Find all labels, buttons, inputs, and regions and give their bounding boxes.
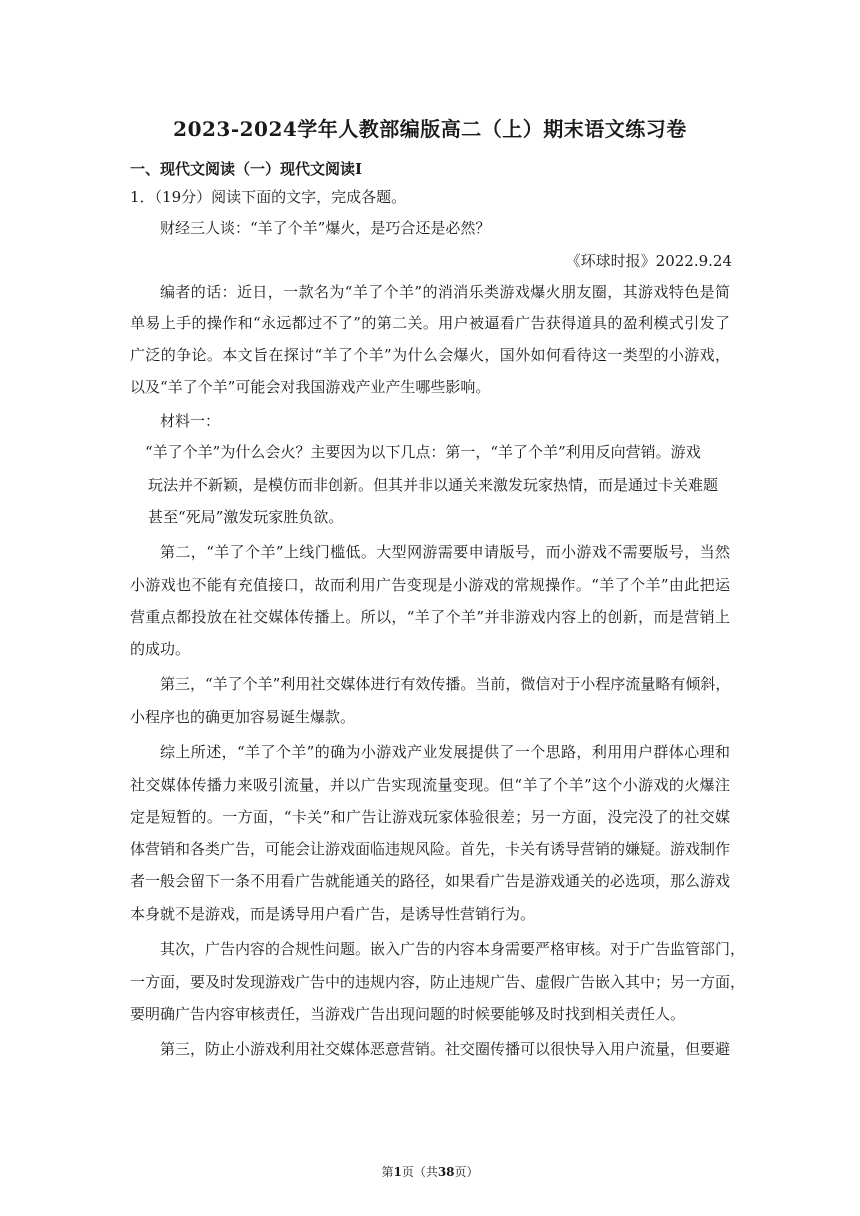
paragraph-line: 要明确广告内容审核责任，当游戏广告出现问题的时候要能够及时找到相关责任人。 xyxy=(130,1005,686,1023)
page-footer xyxy=(0,1163,860,1180)
paragraph-line: 营重点都投放在社交媒体传播上。所以，“羊了个羊”并非游戏内容上的创新，而是营销上 xyxy=(130,608,730,626)
paragraph-line: 其次，广告内容的合规性问题。嵌入广告的内容本身需要严格审核。对于广告监管部门， xyxy=(160,940,746,958)
paragraph-line: 小程序也的确更加容易诞生爆款。 xyxy=(130,708,356,726)
paragraph-line: 综上所述，“羊了个羊”的确为小游戏产业发展提供了一个思路，利用用户群体心理和 xyxy=(160,743,730,761)
editor-note-line: 以及“羊了个羊”可能会对我国游戏产业产生哪些影响。 xyxy=(130,378,491,396)
document-title: 2023-2024学年人教部编版高二（上）期末语文练习卷 xyxy=(173,117,687,141)
paragraph-line: 体营销和各类广告，可能会让游戏面临违规风险。首先，卡关有诱导营销的嫌疑。游戏制作 xyxy=(130,840,731,858)
total-pages: 38 xyxy=(437,1165,455,1179)
question-stem: 1．（19分）阅读下面的文字，完成各题。 xyxy=(130,188,407,206)
footer-middle: 页（共 xyxy=(401,1165,438,1179)
paragraph-line: 第三，“羊了个羊”利用社交媒体进行有效传播。当前，微信对于小程序流量略有倾斜， xyxy=(160,675,731,693)
paragraph-line: 第二，“羊了个羊”上线门槛低。大型网游需要申请版号，而小游戏不需要版号，当然 xyxy=(160,543,730,561)
paragraph-line: “羊了个羊”为什么会火？主要因为以下几点：第一，“羊了个羊”利用反向营销。游戏 xyxy=(145,443,701,461)
paragraph-line: 小游戏也不能有充值接口，故而利用广告变现是小游戏的常规操作。“羊了个羊”由此把运 xyxy=(130,576,730,594)
section-heading: 一、现代文阅读（一）现代文阅读Ⅰ xyxy=(130,160,363,178)
editor-note-line: 编者的话：近日，一款名为“羊了个羊”的消消乐类游戏爆火朋友圈，其游戏特色是简 xyxy=(160,283,730,301)
article-title: 财经三人谈：“羊了个羊”爆火，是巧合还是必然？ xyxy=(160,219,491,237)
paragraph-line: 甚至“死局”激发玩家胜负欲。 xyxy=(148,508,344,526)
article-source: 《环球时报》2022.9.24 xyxy=(565,252,732,270)
paragraph-line: 本身就不是游戏，而是诱导用户看广告，是诱导性营销行为。 xyxy=(130,905,536,923)
paragraph-line: 一方面，要及时发现游戏广告中的违规内容，防止违规广告、虚假广告嵌入其中；另一方面， xyxy=(130,973,746,991)
material-label: 材料一： xyxy=(160,412,221,430)
editor-note-line: 广泛的争论。本文旨在探讨“羊了个羊”为什么会爆火，国外如何看待这一类型的小游戏， xyxy=(130,346,730,364)
editor-note-line: 单易上手的操作和“永远都过不了”的第二关。用户被逼看广告获得道具的盈利模式引发了 xyxy=(130,314,730,332)
footer-prefix: 第 xyxy=(381,1165,394,1179)
paragraph-line: 社交媒体传播力来吸引流量，并以广告实现流量变现。但“羊了个羊”这个小游戏的火爆注 xyxy=(130,776,730,794)
footer-suffix: 页） xyxy=(454,1165,479,1179)
paragraph-line: 第三，防止小游戏利用社交媒体恶意营销。社交圈传播可以很快导入用户流量，但要避 xyxy=(160,1040,731,1058)
paragraph-line: 定是短暂的。一方面，“卡关”和广告让游戏玩家体验很差；另一方面，没完没了的社交媒 xyxy=(130,808,730,826)
page-number: 1 xyxy=(393,1165,402,1179)
paragraph-line: 的成功。 xyxy=(130,640,191,658)
paragraph-line: 者一般会留下一条不用看广告就能通关的路径，如果看广告是游戏通关的必选项，那么游戏 xyxy=(130,872,731,890)
paragraph-line: 玩法并不新颖，是模仿而非创新。但其并非以通关来激发玩家热情，而是通过卡关难题 xyxy=(148,476,719,494)
